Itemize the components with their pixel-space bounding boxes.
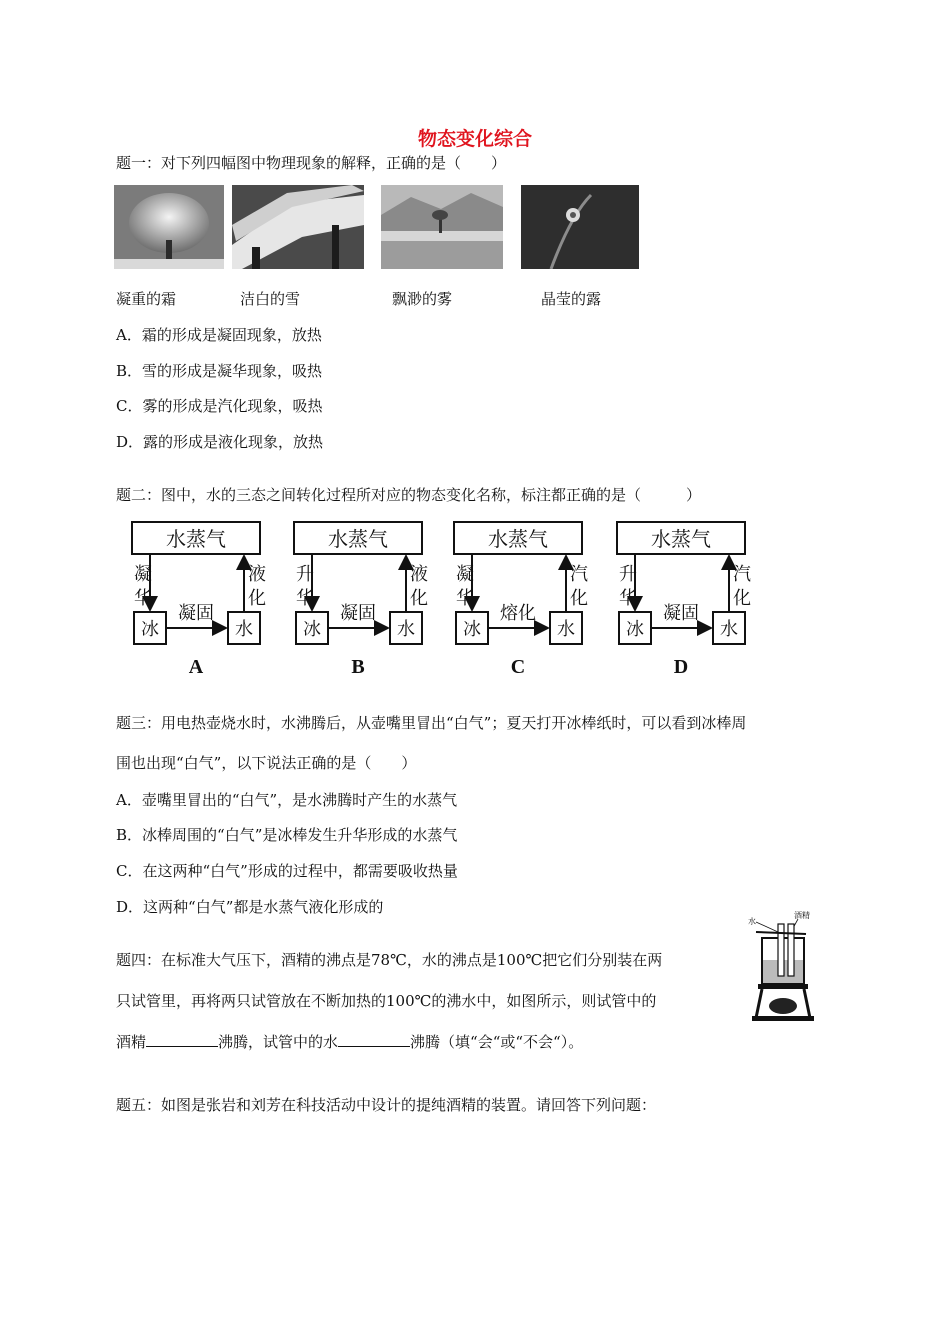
diagram-option-label: A [188,656,204,678]
bottom-process-label: 凝固 [340,603,376,624]
q4-line3-part3: 沸腾（填“会“或“不会“）。 [410,1033,584,1051]
caption-frost: 凝重的霜 [116,290,177,308]
q3-option-a: A．壶嘴里冒出的“白气”，是水沸腾时产生的水蒸气 [116,791,458,809]
left-process-char-2: 华 [134,588,152,609]
bottom-process-label: 熔化 [500,603,536,624]
page-title: 物态变化综合 [417,128,532,150]
right-process-char-2: 化 [410,588,428,609]
fog-photo [381,185,503,269]
ice-label: 冰 [303,619,321,640]
frost-photo [114,185,224,269]
q4-line3-part1: 酒精 [116,1033,147,1051]
ice-label: 冰 [141,619,159,640]
right-process-char-2: 化 [570,588,588,609]
water-label: 水 [557,619,575,640]
figure-label-water: 水 [748,917,756,926]
q3-stem-line1: 题三：用电热壶烧水时，水沸腾后，从壶嘴里冒出“白气”；夏天打开冰棒纸时，可以看到冰棒周 [116,714,747,732]
water-label: 水 [720,619,738,640]
answer-blank-alcohol[interactable] [146,1032,218,1047]
phase-diagram-d [615,518,751,678]
right-process-char-1: 汽 [570,564,588,585]
right-process-char-2: 化 [248,588,266,609]
snow-bench-photo [232,185,364,269]
q1-option-c: C．雾的形成是汽化现象，吸热 [116,397,323,415]
figure-label-alcohol: 酒精 [794,911,810,920]
caption-fog: 飘渺的雾 [392,290,453,308]
q3-option-d: D．这两种“白气”都是水蒸气液化形成的 [116,898,384,916]
bottom-process-label: 凝固 [178,603,214,624]
boiling-apparatus-figure [748,910,818,1022]
diagram-option-label: D [673,656,689,678]
left-process-char-1: 凝 [134,564,152,585]
right-process-char-1: 液 [248,564,266,585]
q3-stem-line2: 围也出现“白气”，以下说法正确的是（ ） [116,754,417,772]
diagram-option-label: B [351,656,365,678]
water-label: 水 [397,619,415,640]
left-process-char-1: 升 [619,564,637,585]
q2-stem: 题二：图中，水的三态之间转化过程所对应的物态变化名称，标注都正确的是（ ） [116,486,702,504]
dew-photo [521,185,639,269]
q4-line1: 题四：在标准大气压下，酒精的沸点是78℃，水的沸点是100℃把它们分别装在两 [116,951,663,969]
q5-stem: 题五：如图是张岩和刘芳在科技活动中设计的提纯酒精的装置。请回答下列问题： [116,1096,657,1114]
q1-stem: 题一：对下列四幅图中物理现象的解释，正确的是（ ） [116,154,507,172]
diagram-option-label: C [510,656,526,678]
q1-option-a: A．霜的形成是凝固现象，放热 [116,326,322,344]
left-process-char-2: 华 [296,588,314,609]
q4-line3-part2: 沸腾，试管中的水 [218,1033,339,1051]
phase-diagram-b [292,518,428,678]
q3-option-b: B．冰棒周围的“白气”是冰棒发生升华形成的水蒸气 [116,826,458,844]
right-process-char-1: 汽 [733,564,751,585]
water-label: 水 [235,619,253,640]
ice-label: 冰 [626,619,644,640]
bottom-process-label: 凝固 [663,603,699,624]
right-process-char-1: 液 [410,564,428,585]
q3-option-c: C．在这两种“白气”形成的过程中，都需要吸收热量 [116,862,458,880]
q1-option-b: B．雪的形成是凝华现象，吸热 [116,362,323,380]
left-process-char-2: 华 [456,588,474,609]
q1-option-d: D．露的形成是液化现象，放热 [116,433,324,451]
vapor-label: 水蒸气 [328,527,388,551]
answer-blank-water[interactable] [338,1032,410,1047]
phase-diagram-c [452,518,588,678]
ice-label: 冰 [463,619,481,640]
vapor-label: 水蒸气 [166,527,226,551]
left-process-char-1: 升 [296,564,314,585]
caption-dew: 晶莹的露 [541,290,602,308]
right-process-char-2: 化 [733,588,751,609]
phase-diagram-a [130,518,266,678]
q4-line3 [116,1031,583,1052]
caption-snow: 洁白的雪 [240,290,301,308]
left-process-char-1: 凝 [456,564,474,585]
left-process-char-2: 华 [619,588,637,609]
vapor-label: 水蒸气 [488,527,548,551]
vapor-label: 水蒸气 [651,527,711,551]
q4-line2: 只试管里，再将两只试管放在不断加热的100℃的沸水中，如图所示，则试管中的 [116,992,657,1010]
